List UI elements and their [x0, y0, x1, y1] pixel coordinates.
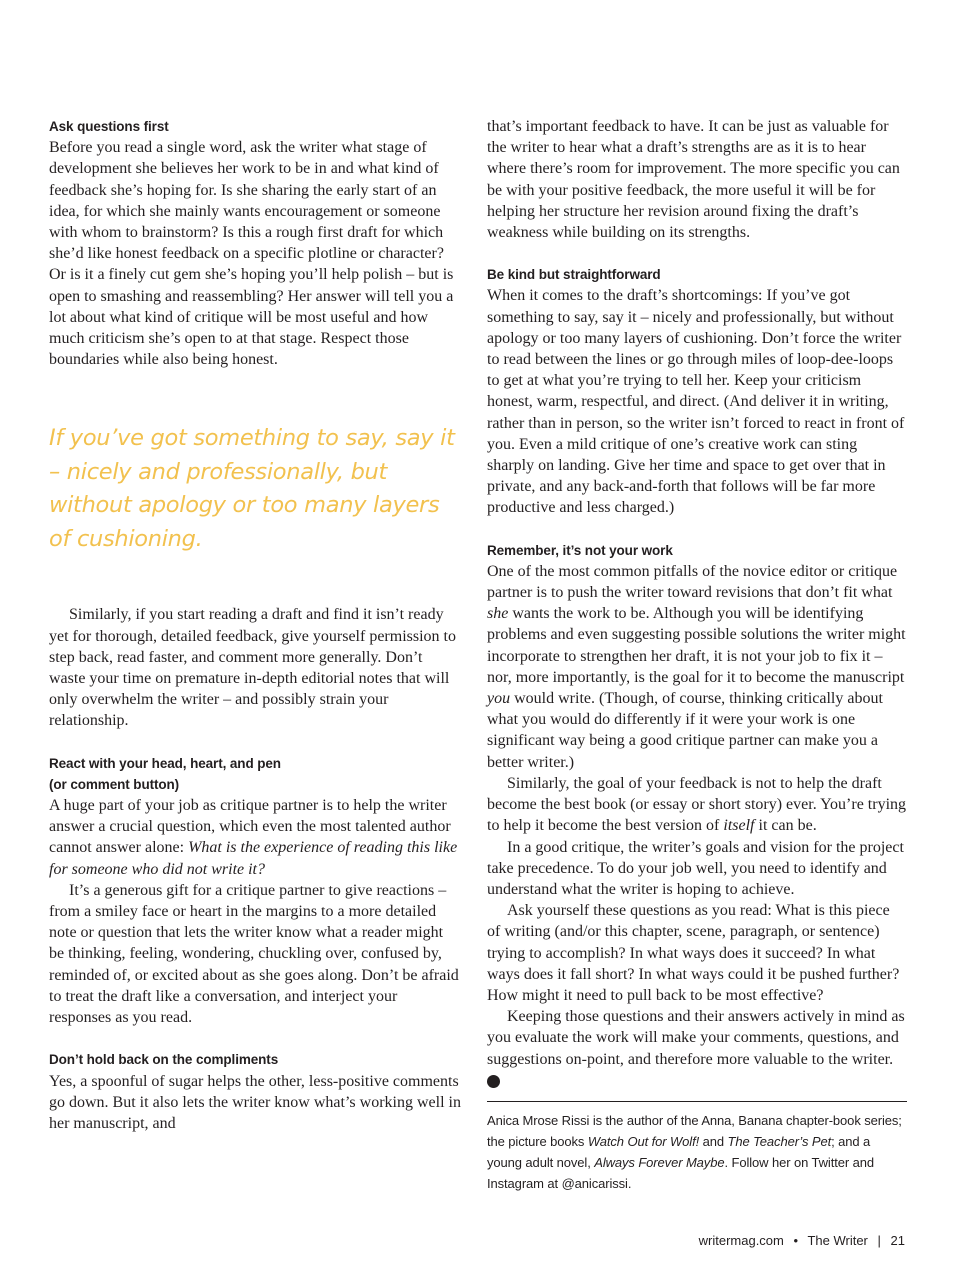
- footer-site: writermag.com: [698, 1233, 784, 1248]
- end-mark-icon: W: [487, 1075, 500, 1088]
- section-heading-be-kind: Be kind but straightforward: [487, 267, 661, 283]
- page-footer: [699, 1233, 905, 1248]
- section-heading-ask-questions: Ask questions first: [49, 119, 169, 134]
- bio-divider: [487, 1101, 907, 1102]
- body-paragraph: It’s a generous gift for a critique partner to give reactions – from a smiley face or heart in the margins to a more detailed note or question that lets the writer know what a reader might be thinking, feeling, wondering, chuckling over, confused by, reminded of, or excited about as she goes along. Don’t be afraid to treat the draft like a conversation, and interject your responses as you read.: [49, 881, 459, 1027]
- body-paragraph: Similarly, the goal of your feedback is not to help the draft become the best book (or essay or short story) ever. You’re trying to help it become the best version of itself it can be.: [487, 774, 907, 835]
- author-name: Anica Mrose Rissi: [487, 1112, 590, 1128]
- page-number: 21: [890, 1233, 905, 1248]
- body-paragraph: Yes, a spoonful of sugar helps the other, less-positive comments go down. But it also lets the writer know what’s working well in her manuscript, and: [49, 1072, 461, 1132]
- author-bio: Anica Mrose Rissi is the author of the Anna, Banana chapter-book series; the picture books Watch Out for Wolf! and The Teacher’s Pet; and a young adult novel, Always Forever Maybe. Follow her on Twitter and Instagram at @anicarissi.: [487, 1112, 902, 1191]
- right-column: [487, 116, 907, 1194]
- body-paragraph: Before you read a single word, ask the writer what stage of development she believes her work to be in and what kind of feedback she’s hoping for. Is she sharing the early start of an idea, for which she mainly wants encouragement or someone with whom to brainstorm? Is this a rough first draft for which she’d like honest feedback on a specific plotline or character? Or is it a finely cut gem she’s hoping you’ll help polish – but is open to smashing and reassembling? Her answer will tell you a lot about what kind of critique will be most useful and how much criticism she’s open to at that stage. Respect those boundaries while also being honest.: [49, 139, 454, 369]
- section-heading-compliments: Don’t hold back on the compliments: [49, 1052, 279, 1068]
- heading-line: (or comment button): [49, 776, 180, 792]
- body-paragraph: Similarly, if you start reading a draft and find it isn’t ready yet for thorough, detailed feedback, give yourself permission to step back, read faster, and comment more generally. Don’t waste your time on premature in-depth editorial notes that will only overwhelm the writer – and possibly strain your relationship.: [49, 606, 456, 730]
- body-paragraph: that’s important feedback to have. It can be just as valuable for the writer to hear what a draft’s strengths are as it is to hear where there’s room for improvement. The more specific you can be with your positive feedback, the more useful it will be for helping her structure her revision around fixing the draft’s weakness while building on its strengths.: [487, 118, 900, 242]
- body-paragraph: When it comes to the draft’s shortcomings: If you’ve got something to say, say it – nicely and professionally, but without apology or too many layers of cushioning. Don’t force the writer to read between the lines or go through miles of loop-dee-loops to get at what you’re trying to tell her. Keep your criticism honest, warm, respectful, and direct. (And deliver it in writing, rather than in person, so the writer isn’t forced to react in front of you. Even a mild critique of one’s creative work can sting sharply on landing. Give her time and space to get over that in private, and any back-and-forth that follows will be far more productive and less charged.): [487, 287, 905, 517]
- footer-magazine: The Writer: [807, 1233, 868, 1248]
- footer-divider: |: [877, 1233, 881, 1248]
- footer-bullet: •: [793, 1233, 799, 1248]
- body-paragraph: One of the most common pitfalls of the novice editor or critique partner is to push the writer toward revisions that don’t fit what she wants the work to be. Although you will be identifying problems and even suggesting possible solutions the writer might incorporate to strengthen her draft, it is not your job to fix it – nor, more importantly, is the goal for it to become the manuscript you would write. (Though, of course, thinking critically about what you would do differently if it were your work is one significant way being a good critique partner can make you a better writer.): [487, 562, 906, 771]
- section-heading-not-your-work: Remember, it’s not your work: [487, 542, 673, 558]
- body-paragraph: Keeping those questions and their answers actively in mind as you evaluate the work will make your comments, questions, and suggestions on-point, and therefore more valuable to the writer. W: [487, 1008, 905, 1086]
- body-paragraph: Ask yourself these questions as you read: What is this piece of writing (and/or this chapter, scene, paragraph, or sentence) trying to accomplish? In what ways does it succeed? In what ways does it fall short? In what ways could it be pushed further? How might it need to pull back to be most effective?: [487, 902, 900, 1004]
- body-paragraph: In a good critique, the writer’s goals and vision for the project take precedence. To do your job well, you need to identify and understand what the writer is hoping to achieve.: [487, 838, 904, 898]
- pull-quote: If you’ve got something to say, say it – nicely and professionally, but without apology or too many layers of cushioning.: [49, 425, 455, 552]
- body-paragraph: A huge part of your job as critique partner is to help the writer answer a crucial question, which even the most talented author cannot answer alone: What is the experience of reading this like for someone who did not write it?: [49, 797, 458, 878]
- heading-line: React with your head, heart, and pen: [49, 755, 281, 771]
- left-column: [49, 116, 461, 1134]
- section-heading-react: [49, 753, 461, 795]
- italic-question: What is the experience of reading this like for someone who did not write it?: [49, 839, 458, 878]
